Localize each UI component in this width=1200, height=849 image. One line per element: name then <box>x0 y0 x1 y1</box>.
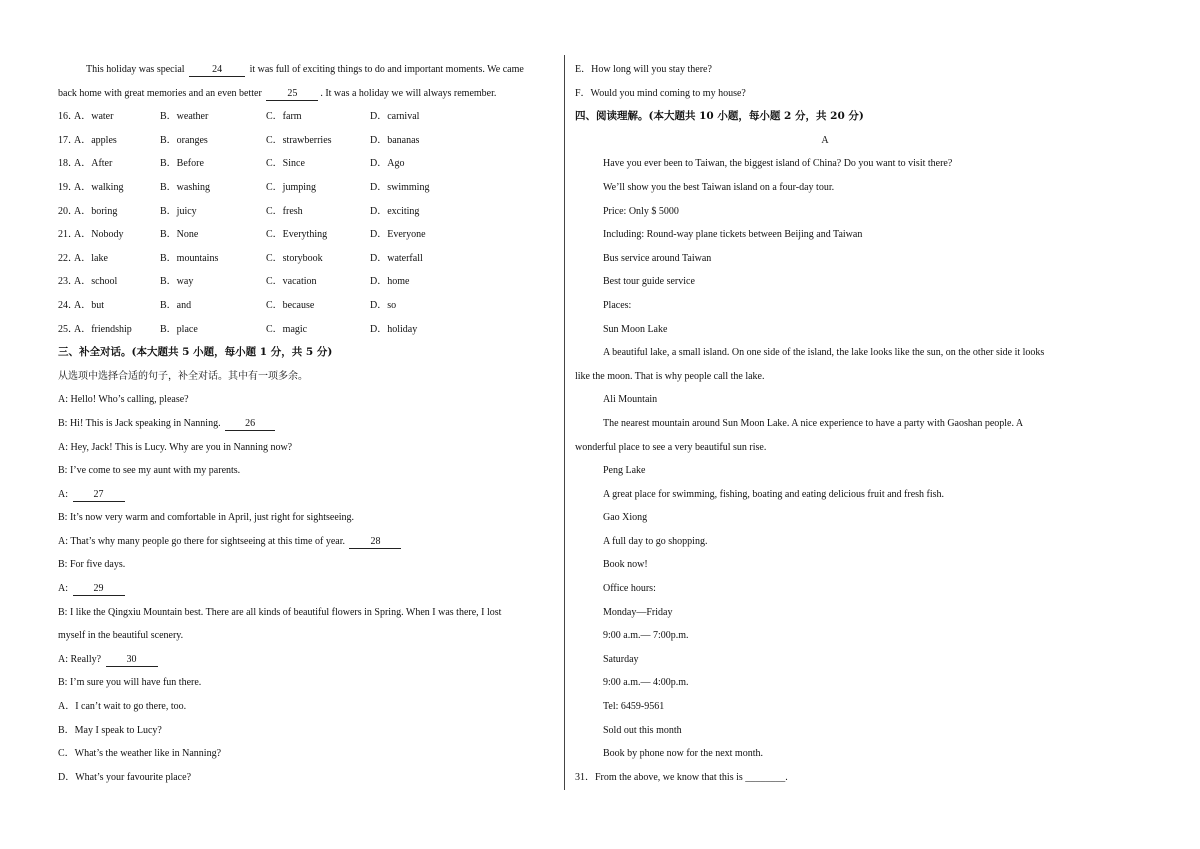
option-c[interactable]: C．strawberries <box>266 134 332 146</box>
option-c[interactable]: C．farm <box>266 111 302 123</box>
question-31: 31．From the above, we know that this is ________. <box>575 771 788 783</box>
dialogue-line: B: I’m sure you will have fun there. <box>58 677 202 689</box>
cloze-options <box>58 105 558 341</box>
option-row <box>58 294 558 318</box>
passage-line <box>58 58 558 82</box>
dialogue-line <box>58 530 558 554</box>
passage-line: wonderful place to see a very beautiful sun rise. <box>575 441 767 453</box>
passage-line: Gao Xiong <box>603 512 648 524</box>
option-c[interactable]: C．jumping <box>266 181 317 193</box>
option-b[interactable]: B．None <box>160 229 199 241</box>
passage-line: like the moon. That is why people call the lake. <box>575 370 765 382</box>
question-number: 20． <box>58 205 78 217</box>
dialogue-text: A: That’s why many people go there for sightseeing at this time of year. <box>58 535 345 547</box>
question-number: 19． <box>58 181 78 193</box>
option-a[interactable]: A．lake <box>74 252 108 264</box>
question-number: 16． <box>58 111 78 123</box>
dialogue-text: A: Really? <box>58 653 102 665</box>
dialogue-line: B: It’s now very warm and comfortable in April, just right for sightseeing. <box>58 512 355 524</box>
passage-line: Book by phone now for the next month. <box>603 748 763 760</box>
dialogue-line: B: I’ve come to see my aunt with my parents. <box>58 465 241 477</box>
passage-text: This holiday was special <box>86 64 185 75</box>
answer-blank[interactable]: 24 <box>189 64 245 77</box>
right-column <box>575 58 1075 789</box>
dialogue-text: A: <box>58 583 68 595</box>
dialogue-option[interactable]: A．I can’t wait to go there, too. <box>58 701 187 713</box>
option-d[interactable]: D．exciting <box>370 205 420 217</box>
option-c[interactable]: C．magic <box>266 323 308 335</box>
passage-line: Ali Mountain <box>603 394 658 406</box>
passage-text: back home with great memories and an even better <box>58 87 262 99</box>
option-a[interactable]: A．boring <box>74 205 118 217</box>
dialogue-line: A: Hello! Who’s calling, please? <box>58 394 189 406</box>
option-c[interactable]: C．vacation <box>266 276 317 288</box>
passage-text: it was full of exciting things to do and important moments. We came <box>249 64 524 75</box>
dialogue-line: B: For five days. <box>58 559 126 571</box>
question-number: 25． <box>58 323 78 335</box>
option-row <box>58 200 558 224</box>
passage-text: . It was a holiday we will always remember. <box>320 87 497 99</box>
passage-line: Monday—Friday <box>603 606 673 618</box>
section-title: 三、补全对话。(本大题共 5 小题，每小题 1 分，共 5 分) <box>58 346 333 359</box>
answer-blank[interactable]: 29 <box>73 583 125 596</box>
passage-line: Office hours: <box>603 583 656 595</box>
dialogue-line <box>58 483 558 507</box>
answer-blank[interactable]: 26 <box>225 418 275 431</box>
option-d[interactable]: D．carnival <box>370 111 420 123</box>
question-number: 24． <box>58 299 78 311</box>
option-a[interactable]: A．friendship <box>74 323 132 335</box>
passage-line: Sold out this month <box>603 724 682 736</box>
option-b[interactable]: B．juicy <box>160 205 197 217</box>
passage-line: Saturday <box>603 653 639 665</box>
dialogue-line <box>58 577 558 601</box>
question-number: 18． <box>58 158 78 170</box>
dialogue-text: B: Hi! This is Jack speaking in Nanning. <box>58 417 221 429</box>
option-b[interactable]: B．oranges <box>160 134 208 146</box>
section-title: 四、阅读理解。(本大题共 10 小题，每小题 2 分，共 20 分) <box>575 110 864 123</box>
section-instruction: 从选项中选择合适的句子，补全对话。其中有一项多余。 <box>58 370 308 382</box>
passage-line: Bus service around Taiwan <box>603 252 712 264</box>
question-number: 21． <box>58 229 78 241</box>
option-b[interactable]: B．weather <box>160 111 209 123</box>
option-row <box>58 129 558 153</box>
question-number: 23． <box>58 276 78 288</box>
passage-line: Including: Round-way plane tickets between Beijing and Taiwan <box>603 229 863 241</box>
option-a[interactable]: A．apples <box>74 134 117 146</box>
option-c[interactable]: C．storybook <box>266 252 323 264</box>
option-d[interactable]: D．so <box>370 299 397 311</box>
answer-blank[interactable]: 25 <box>266 88 318 101</box>
option-a[interactable]: A．school <box>74 276 118 288</box>
question-number: 17． <box>58 134 78 146</box>
option-row <box>58 105 558 129</box>
option-row <box>58 152 558 176</box>
passage-line: 9:00 a.m.— 4:00p.m. <box>603 677 689 689</box>
passage-line: Sun Moon Lake <box>603 323 668 335</box>
passage-line: Peng Lake <box>603 465 646 477</box>
answer-blank[interactable]: 28 <box>349 536 401 549</box>
option-row <box>58 176 558 200</box>
passage-line: A full day to go shopping. <box>603 535 708 547</box>
option-a[interactable]: A．walking <box>74 181 124 193</box>
dialogue-option[interactable]: F．Would you mind coming to my house? <box>575 87 746 99</box>
option-d[interactable]: D．home <box>370 276 410 288</box>
passage-line: The nearest mountain around Sun Moon Lake. A nice experience to have a party with Gaoshan people. A <box>603 417 1024 429</box>
passage-line: Book now! <box>603 559 648 571</box>
passage-line: A great place for swimming, fishing, boating and eating delicious fruit and fresh fish. <box>603 488 945 500</box>
left-column <box>58 58 558 789</box>
dialogue-option[interactable]: B．May I speak to Lucy? <box>58 724 162 736</box>
option-b[interactable]: B．mountains <box>160 252 219 264</box>
dialogue-line: myself in the beautiful scenery. <box>58 630 184 642</box>
passage-line: Price: Only $ 5000 <box>603 205 679 217</box>
dialogue-text: A: <box>58 488 68 500</box>
option-c[interactable]: C．Everything <box>266 229 328 241</box>
passage-line: Tel: 6459-9561 <box>603 701 665 713</box>
passage-label: A <box>821 134 829 146</box>
option-b[interactable]: B．washing <box>160 181 210 193</box>
option-b[interactable]: B．and <box>160 299 192 311</box>
option-b[interactable]: B．way <box>160 276 194 288</box>
option-d[interactable]: D．waterfall <box>370 252 423 264</box>
option-d[interactable]: D．swimming <box>370 181 430 193</box>
answer-blank[interactable]: 27 <box>73 489 125 502</box>
dialogue-option[interactable]: C．What’s the weather like in Nanning? <box>58 748 222 760</box>
option-d[interactable]: D．Everyone <box>370 229 426 241</box>
option-d[interactable]: D．bananas <box>370 134 420 146</box>
dialogue-line <box>58 648 558 672</box>
option-a[interactable]: A．but <box>74 299 104 311</box>
answer-blank[interactable]: 30 <box>106 654 158 667</box>
dialogue-options <box>58 695 558 789</box>
passage-line: Places: <box>603 299 632 311</box>
option-a[interactable]: A．After <box>74 158 113 170</box>
option-a[interactable]: A．water <box>74 111 114 123</box>
passage-line <box>58 82 558 106</box>
option-d[interactable]: D．Ago <box>370 158 405 170</box>
option-d[interactable]: D．holiday <box>370 323 418 335</box>
option-b[interactable]: B．place <box>160 323 198 335</box>
passage-line: Have you ever been to Taiwan, the biggest island of China? Do you want to visit there? <box>603 158 953 170</box>
dialogue-line: B: I like the Qingxiu Mountain best. There are all kinds of beautiful flowers in Spring. When I was there, I lost <box>58 606 502 618</box>
column-divider <box>564 55 565 790</box>
option-c[interactable]: C．fresh <box>266 205 303 217</box>
passage-line: We’ll show you the best Taiwan island on a four-day tour. <box>603 181 835 193</box>
dialogue-option[interactable]: D．What’s your favourite place? <box>58 771 192 783</box>
dialogue-line: A: Hey, Jack! This is Lucy. Why are you in Nanning now? <box>58 441 293 453</box>
option-row <box>58 270 558 294</box>
option-a[interactable]: A．Nobody <box>74 229 124 241</box>
dialogue-line <box>58 412 558 436</box>
option-c[interactable]: C．because <box>266 299 315 311</box>
passage-line: 9:00 a.m.— 7:00p.m. <box>603 630 689 642</box>
passage-line: Best tour guide service <box>603 276 695 288</box>
option-b[interactable]: B．Before <box>160 158 204 170</box>
option-row <box>58 318 558 342</box>
option-c[interactable]: C．Since <box>266 158 305 170</box>
option-row <box>58 247 558 271</box>
passage-line: A beautiful lake, a small island. On one side of the island, the lake looks like the sun, on the other side it looks <box>603 347 1045 359</box>
question-number: 22． <box>58 252 78 264</box>
dialogue-option[interactable]: E．How long will you stay there? <box>575 64 712 75</box>
option-row <box>58 223 558 247</box>
dialogue <box>58 388 558 695</box>
